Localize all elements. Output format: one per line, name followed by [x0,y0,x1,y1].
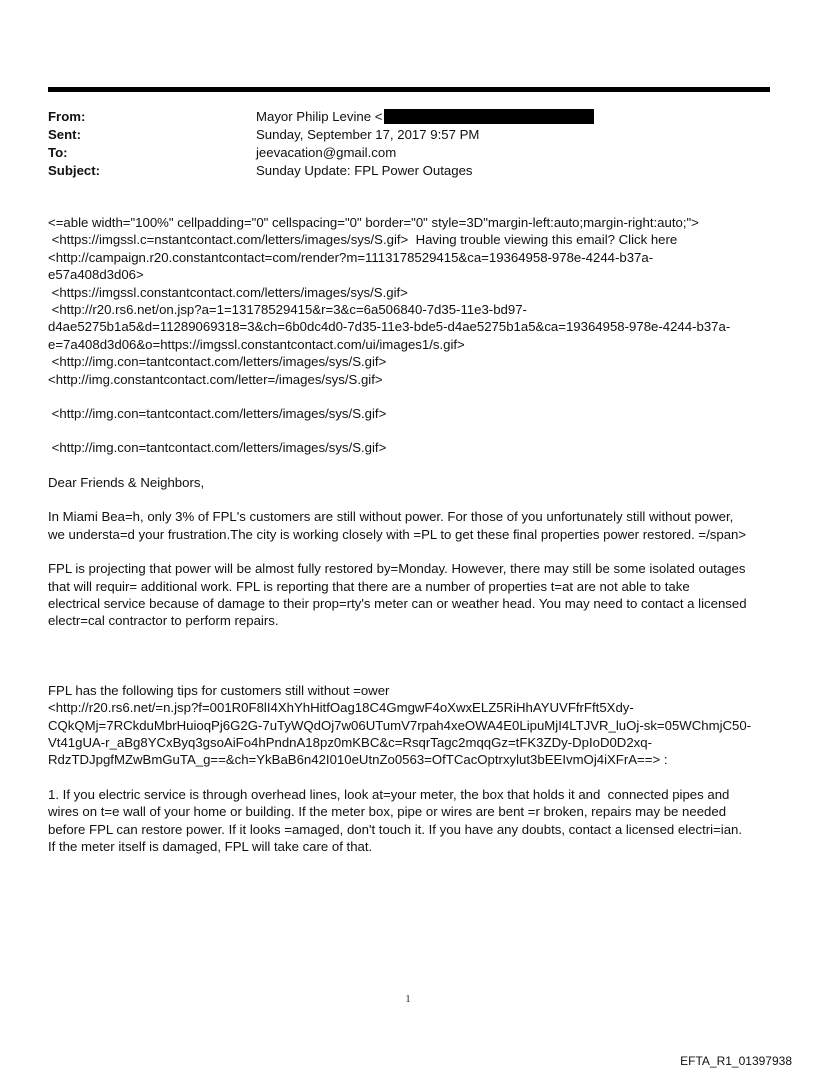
sent-value: Sunday, September 17, 2017 9:57 PM [256,127,480,142]
html-source-block: <=able width="100%" cellpadding="0" cellspacing="0" border="0" style=3D"margin-left:auto;margin-right:auto;"> <https://imgssl.c=nstantcontact.com/letters/images/sys/S.gif> Having trouble viewing this email? Click here <http://campaign.r20.constantcontact=com/render?m=1113178529415&ca=19364958-978e-4244-b37a- e57a408d3d06> <https://imgssl.constantcontact.com/letters/images/sys/S.gif> <http://r20.rs6.net/on.jsp?a=1=13178529415&r=3&c=6a506840-7d35-11e3-bd97- d4ae5275b1a5&d=11289069318=3&ch=6b0dc4d0-7d35-11e3-bde5-d4ae5275b1a5&ca=19364958-978e-4244-b37a- e=7a408d3d06&o=https://imgssl.constantcontact.com/ui/images1/s.gif> <http://img.con=tantcontact.com/letters/images/sys/S.gif> <http://img.constantcontact.com/letter=/images/sys/S.gif> [48,215,731,387]
subject-label: Subject: [48,163,101,178]
paragraph-fpl-tips-link: FPL has the following tips for customers still without =ower <http://r20.rs6.net/=n.jsp?f=001R0F8lI4XhYhHitfOag18C4GmgwF4oXwxELZ5RiHhAYUVFfrFft5Xdy- CQkQMj=7RCkduMbrHuioqPj6G2G-7uTyWQdOj7w06UTumV7rpah4xeOWA4E0LipuMjI4LTJVR_luOj-sk=05WChmjC50- Vt41gUA-r_aBg8YCxByq3gsoAiFo4hPndnA18pz0mKBC&c=RsqrTagc2mqqGz=tFK3ZDy-DpIoD0D2xq- RdzTDJpgfMZwBmGuTA_g==&ch=YkBaB6n42I010eUtnZo0563=OfTCacOptrxylut3bEEIvmOj4iXFrA==> : [48,682,752,768]
from-value: Mayor Philip Levine < [256,109,383,124]
sent-label: Sent: [48,127,81,142]
redaction-bar [384,109,594,124]
subject-row [48,162,770,180]
to-row [48,144,770,162]
from-label: From: [48,109,86,124]
image-link-line: <http://img.con=tantcontact.com/letters/images/sys/S.gif> [48,406,387,422]
from-row [48,108,770,126]
image-link-line: <http://img.con=tantcontact.com/letters/images/sys/S.gif> [48,440,387,456]
paragraph-fpl-projection: FPL is projecting that power will be almost fully restored by=Monday. However, there may still be some isolated outages that will requir= additional work. FPL is reporting that there are a number of properties t=at are not able to take electrical service because of damage to their prop=rty's meter can or weather head. You may need to contact a licensed electr=cal contractor to perform repairs. [48,561,747,629]
email-header [48,108,770,180]
subject-value: Sunday Update: FPL Power Outages [256,163,473,178]
email-body [48,214,774,855]
to-label: To: [48,145,68,160]
greeting: Dear Friends & Neighbors, [48,474,205,490]
header-rule [48,87,770,92]
paragraph-tip-1: 1. If you electric service is through overhead lines, look at=your meter, the box that holds it and connected pipes and wires on t=e wall of your home or building. If the meter box, pipe or wires are bent =r broken, repairs may be needed before FPL can restore power. If it looks =amaged, don't touch it. If you have any doubts, contact a licensed electri=ian. If the meter itself is damaged, FPL will take care of that. [48,786,743,854]
sent-row [48,126,770,144]
page-number: 1 [405,994,411,1005]
document-id: EFTA_R1_01397938 [680,1054,792,1068]
to-value: jeevacation@gmail.com [256,145,397,160]
paragraph-power-status: In Miami Bea=h, only 3% of FPL's customers are still without power. For those of you unfortunately still without power, we understa=d your frustration.The city is working closely with =PL to get these final properties power restored. =/span> [48,509,747,542]
